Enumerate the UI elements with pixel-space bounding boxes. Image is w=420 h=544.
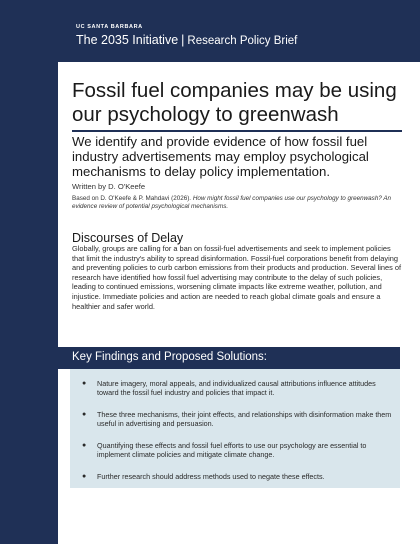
page-title-line-1: Fossil fuel companies may be using — [72, 79, 397, 102]
citation — [72, 195, 408, 211]
page-title-line-2: our psychology to greenwash — [72, 103, 339, 126]
finding-text: Further research should address methods used to negate these effects. — [97, 472, 325, 481]
finding-item — [82, 379, 393, 398]
section-heading: Discourses of Delay — [72, 231, 184, 245]
lede-text: We identify and provide evidence of how fossil fuel industry advertisements may employ psychological mechanisms to delay policy implementation. — [72, 134, 369, 179]
key-findings-title: Key Findings and Proposed Solutions: — [72, 351, 267, 363]
byline: Written by D. O'Keefe — [72, 182, 146, 191]
title-divider — [72, 130, 402, 132]
finding-text: Quantifying these effects and fossil fuel efforts to use our psychology are essential to implement climate policies and mitigate climate change. — [97, 441, 367, 460]
key-findings-panel — [70, 369, 400, 488]
bullet-icon: ● — [82, 380, 87, 387]
bullet-icon: ● — [82, 442, 87, 449]
citation-title: How might fossil fuel companies use our psychology to greenwash? An evidence review of potential psychological mechanisms. — [72, 195, 392, 210]
section-body: Globally, groups are calling for a ban on fossil-fuel advertisements and seek to implement policies that limit the industry's ability to spread disinformation. Fossil-fuel corporations benefit from delaying and preventing policies to curb carbon emissions from their products and production. Several lines of research have identified how fossil fuel advertising may contribute to the delay of such policies, leading to continued emissions, worsening climate impacts like extreme weather, pollution, and injustice. Immediate policies and action are needed to reach global climate goals and ensure a healthier and safer world. — [72, 244, 402, 311]
brand-line — [76, 33, 297, 47]
brand-separator: | — [181, 33, 185, 47]
bullet-icon: ● — [82, 411, 87, 418]
finding-item — [82, 472, 393, 481]
brief-type: Research Policy Brief — [187, 35, 298, 47]
citation-authors: Based on D. O'Keefe & P. Mahdavi (2026). — [72, 195, 192, 202]
finding-item — [82, 441, 393, 460]
org-name: UC SANTA BARBARA — [76, 24, 143, 30]
finding-text: Nature imagery, moral appeals, and individualized causal attributions influence attitudes toward the fossil fuel industry and policies that impact it. — [97, 379, 376, 398]
finding-item — [82, 410, 393, 429]
brief-header — [58, 0, 420, 62]
page-title — [72, 79, 412, 127]
bullet-icon: ● — [82, 473, 87, 480]
initiative-name: The 2035 Initiative — [76, 33, 179, 47]
key-findings-header — [58, 347, 400, 369]
sidebar-band — [0, 0, 58, 544]
finding-text: These three mechanisms, their joint effects, and relationships with disinformation make them useful in advertising and persuasion. — [97, 410, 392, 429]
